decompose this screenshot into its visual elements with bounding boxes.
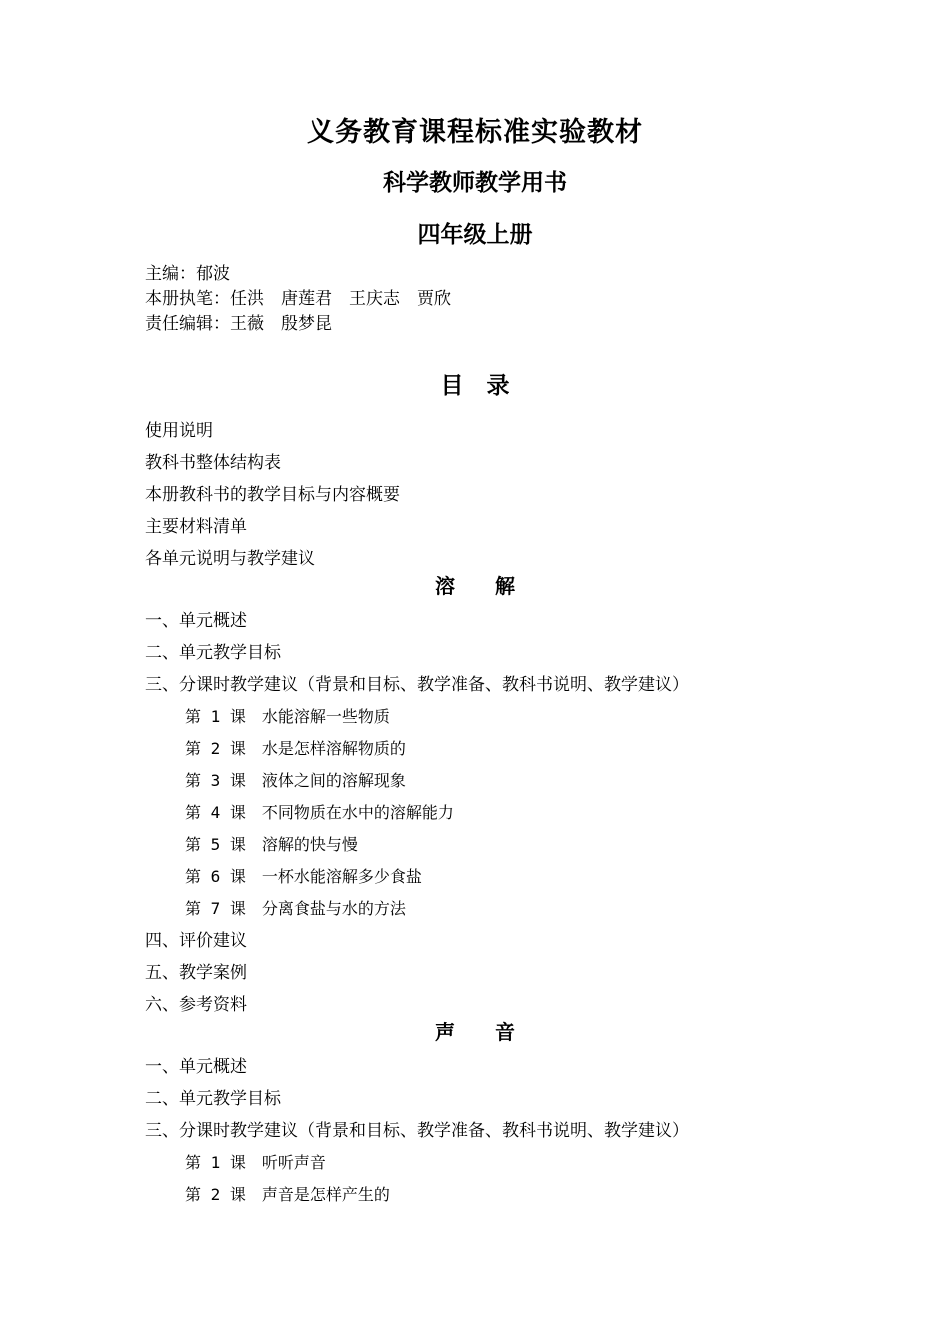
grade-volume: 四年级上册: [417, 222, 533, 248]
unit-title-dissolving: 溶 解: [435, 574, 515, 598]
toc-section[interactable]: 二、单元教学目标: [145, 643, 281, 663]
toc-item-structure-table[interactable]: 教科书整体结构表: [145, 453, 281, 473]
unit-title-sound: 声 音: [435, 1020, 515, 1044]
toc-section[interactable]: 二、单元教学目标: [145, 1089, 281, 1109]
book-series-title: 义务教育课程标准实验教材: [307, 117, 643, 148]
book-title: 科学教师教学用书: [383, 170, 567, 196]
chief-editor: 主编：郁波: [145, 264, 230, 284]
table-of-contents-heading: 目 录: [440, 373, 510, 399]
toc-item-materials-list[interactable]: 主要材料清单: [145, 517, 247, 537]
toc-lesson[interactable]: 第 4 课 不同物质在水中的溶解能力: [185, 803, 454, 822]
toc-section[interactable]: 五、教学案例: [145, 963, 247, 983]
toc-lesson[interactable]: 第 2 课 声音是怎样产生的: [185, 1185, 390, 1204]
toc-section[interactable]: 三、分课时教学建议（背景和目标、教学准备、教科书说明、教学建议）: [145, 1121, 689, 1141]
toc-section[interactable]: 三、分课时教学建议（背景和目标、教学准备、教科书说明、教学建议）: [145, 675, 689, 695]
toc-section[interactable]: 一、单元概述: [145, 611, 247, 631]
table-of-contents: [145, 415, 845, 1211]
toc-lesson[interactable]: 第 7 课 分离食盐与水的方法: [185, 899, 406, 918]
toc-lesson[interactable]: 第 3 课 液体之间的溶解现象: [185, 771, 406, 790]
toc-section[interactable]: 四、评价建议: [145, 931, 247, 951]
toc-lesson[interactable]: 第 1 课 水能溶解一些物质: [185, 707, 390, 726]
toc-lesson[interactable]: 第 6 课 一杯水能溶解多少食盐: [185, 867, 422, 886]
toc-lesson[interactable]: 第 1 课 听听声音: [185, 1153, 326, 1172]
toc-item-usage-notes[interactable]: 使用说明: [145, 421, 213, 441]
toc-lesson[interactable]: 第 5 课 溶解的快与慢: [185, 835, 358, 854]
responsible-editors: 责任编辑：王薇 殷梦昆: [145, 314, 332, 334]
toc-item-unit-guidance[interactable]: 各单元说明与教学建议: [145, 549, 315, 569]
toc-lesson[interactable]: 第 2 课 水是怎样溶解物质的: [185, 739, 406, 758]
credits-block: [145, 262, 451, 337]
volume-writers: 本册执笔：任洪 唐莲君 王庆志 贾欣: [145, 289, 451, 309]
toc-item-goals-overview[interactable]: 本册教科书的教学目标与内容概要: [145, 485, 400, 505]
toc-section[interactable]: 一、单元概述: [145, 1057, 247, 1077]
toc-section[interactable]: 六、参考资料: [145, 995, 247, 1015]
